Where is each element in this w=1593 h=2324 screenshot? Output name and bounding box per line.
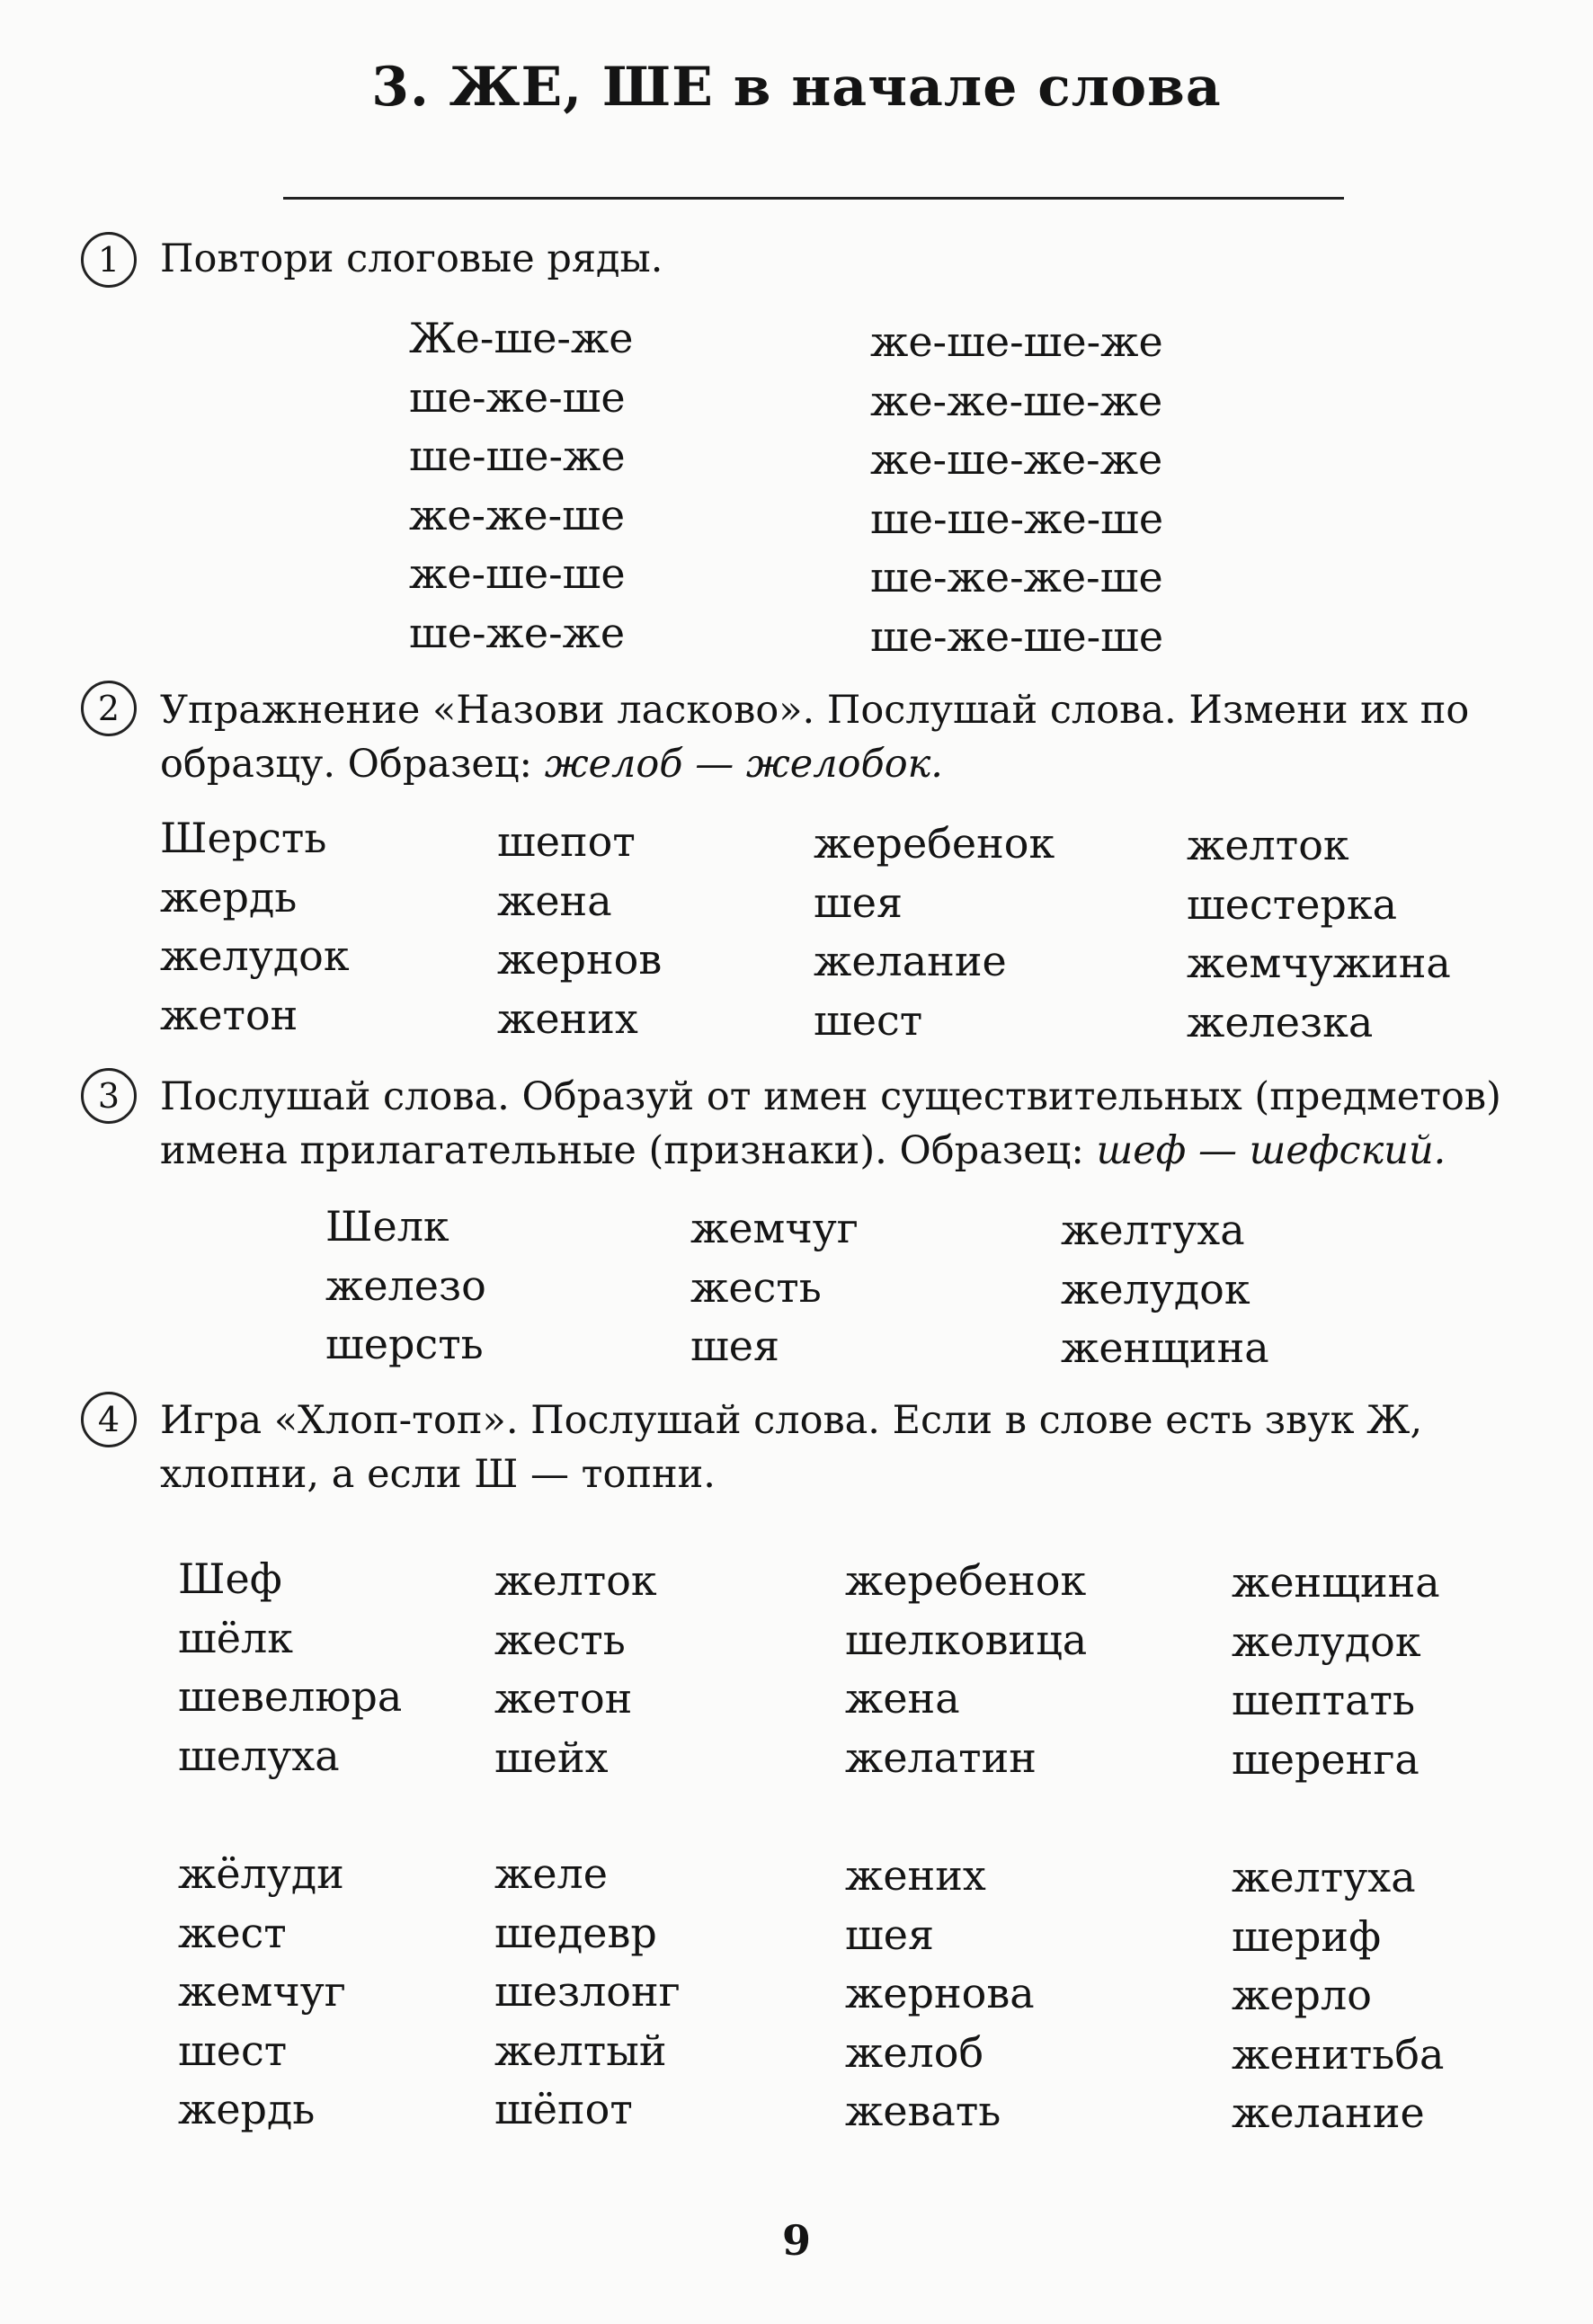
word: жеребенок [814,819,1055,868]
word: жетон [160,990,298,1039]
word: желтуха [1061,1206,1245,1254]
word: шея [845,1910,935,1959]
word: жена [845,1674,960,1723]
syllable-row: же-же-ше [409,490,626,539]
exercise-4-group-2-column-4 [1232,1848,1444,2143]
word: шевелюра [178,1672,403,1721]
page-title: 3. ЖЕ, ШЕ в начале слова [371,56,1222,119]
word: шея [690,1322,780,1370]
exercise-2-column-1 [160,809,350,1045]
word: желтый [494,2026,667,2075]
word: шест [178,2026,288,2075]
example-text: желоб — желобок. [544,742,943,787]
syllable-row: же-ше-же-же [870,435,1163,484]
word: желудок [1061,1264,1250,1313]
word: шея [814,877,903,927]
exercise-1-instruction: Повтори слоговые ряды. [160,236,663,281]
syllable-row: ше-ше-же-ше [870,494,1164,543]
exercise-2-column-2 [497,813,662,1048]
word: жемчуг [178,1967,346,2016]
word: жевать [845,2087,1001,2135]
word: шезлонг [494,1967,681,2016]
syllable-row: ше-же-же-ше [870,553,1163,601]
word: жесть [494,1615,626,1664]
word: женитьба [1232,2029,1445,2079]
word: желток [494,1556,657,1605]
word: шериф [1232,1911,1382,1961]
word: жемчуг [690,1204,859,1252]
instruction-line: Упражнение «Назови ласково». Послушай слова. Измени их по [160,688,1470,733]
instruction-line: имена прилагательные (признаки). Образец: [160,1128,1097,1173]
word: жест [178,1908,287,1957]
exercise-4-group-1-column-2 [494,1552,657,1787]
word: желоб [845,2027,984,2077]
exercise-4-group-2-column-2 [494,1845,681,2140]
word: жеребенок [845,1556,1087,1605]
word: Шерсть [160,814,327,862]
word: шепот [497,817,636,866]
exercise-1-column-2 [870,313,1163,666]
syllable-row: Же-ше-же [409,314,634,362]
word: женщина [1061,1323,1269,1372]
exercise-2-number: 2 [81,681,137,736]
word: жесть [690,1262,822,1312]
word: женщина [1232,1558,1440,1607]
syllable-row: ше-же-же [409,608,626,657]
instruction-line: Послушай слова. Образуй от имен существительных (предметов) [160,1074,1501,1119]
word: шелковица [845,1615,1088,1664]
title-divider [283,197,1344,200]
word: жерло [1232,1971,1372,2019]
word: желудок [160,931,350,980]
word: жернова [845,1969,1035,2017]
exercise-3-column-2 [690,1199,859,1376]
syllable-row: ше-же-ше-ше [870,611,1164,661]
word: шептать [1232,1676,1416,1724]
exercise-4-group-1-column-1 [178,1550,402,1785]
exercise-1-column-1 [409,309,634,663]
word: желудок [1232,1616,1421,1666]
word: жемчужина [1187,939,1451,987]
syllable-row: ше-же-ше [409,372,626,422]
exercise-2-instruction [160,683,1544,791]
word: шёлк [178,1613,293,1662]
word: желе [494,1849,608,1898]
exercise-2-column-3 [814,815,1055,1050]
word: жердь [178,2085,316,2133]
syllable-row: ше-ше-же [409,432,626,480]
word: желание [814,937,1007,985]
example-text: шеф — шефский. [1096,1128,1446,1173]
exercise-4-group-1-column-4 [1232,1554,1440,1789]
exercise-3-number: 3 [81,1068,137,1124]
exercise-3-column-1 [325,1198,486,1375]
exercise-3-column-3 [1061,1201,1269,1378]
word: железо [325,1260,486,1310]
word: Шелк [325,1202,449,1251]
word: желание [1232,2088,1425,2137]
exercise-4-group-1-column-3 [845,1552,1087,1787]
syllable-row: же-ше-ше-же [870,317,1163,366]
word: шерсть [325,1320,484,1368]
syllable-row: же-ше-ше [409,549,626,598]
syllable-row: же-же-ше-же [870,376,1163,425]
word: шест [814,995,923,1045]
word: железка [1187,997,1374,1046]
word: желтуха [1232,1853,1416,1901]
word: желатин [845,1732,1037,1782]
word: жетон [494,1674,633,1723]
word: жених [845,1851,986,1900]
page-number: 9 [781,2216,811,2265]
word: Шеф [178,1554,282,1603]
word: шелуха [178,1731,340,1780]
instruction-line: Игра «Хлоп-топ». Послушай слова. Если в слове есть звук Ж, [160,1398,1423,1443]
word: жена [497,876,612,925]
exercise-4-group-2-column-3 [845,1847,1035,2141]
instruction-line: образцу. Образец: [160,742,545,787]
word: жернов [497,935,663,984]
exercise-1-number: 1 [81,232,137,288]
word: шейх [494,1732,609,1782]
word: жердь [160,872,298,922]
exercise-4-group-2-column-1 [178,1845,346,2140]
exercise-4-number: 4 [81,1392,137,1447]
exercise-3-instruction [160,1070,1501,1178]
word: желток [1187,821,1349,869]
exercise-2-column-4 [1187,816,1451,1052]
exercise-4-instruction [160,1394,1422,1501]
instruction-line: хлопни, а если Ш — топни. [160,1452,716,1497]
word: жених [497,993,638,1043]
word: шёпот [494,2085,633,2133]
word: шеренга [1232,1734,1419,1784]
word: шестерка [1187,879,1398,929]
word: жёлуди [178,1849,344,1898]
word: шедевр [494,1908,657,1957]
